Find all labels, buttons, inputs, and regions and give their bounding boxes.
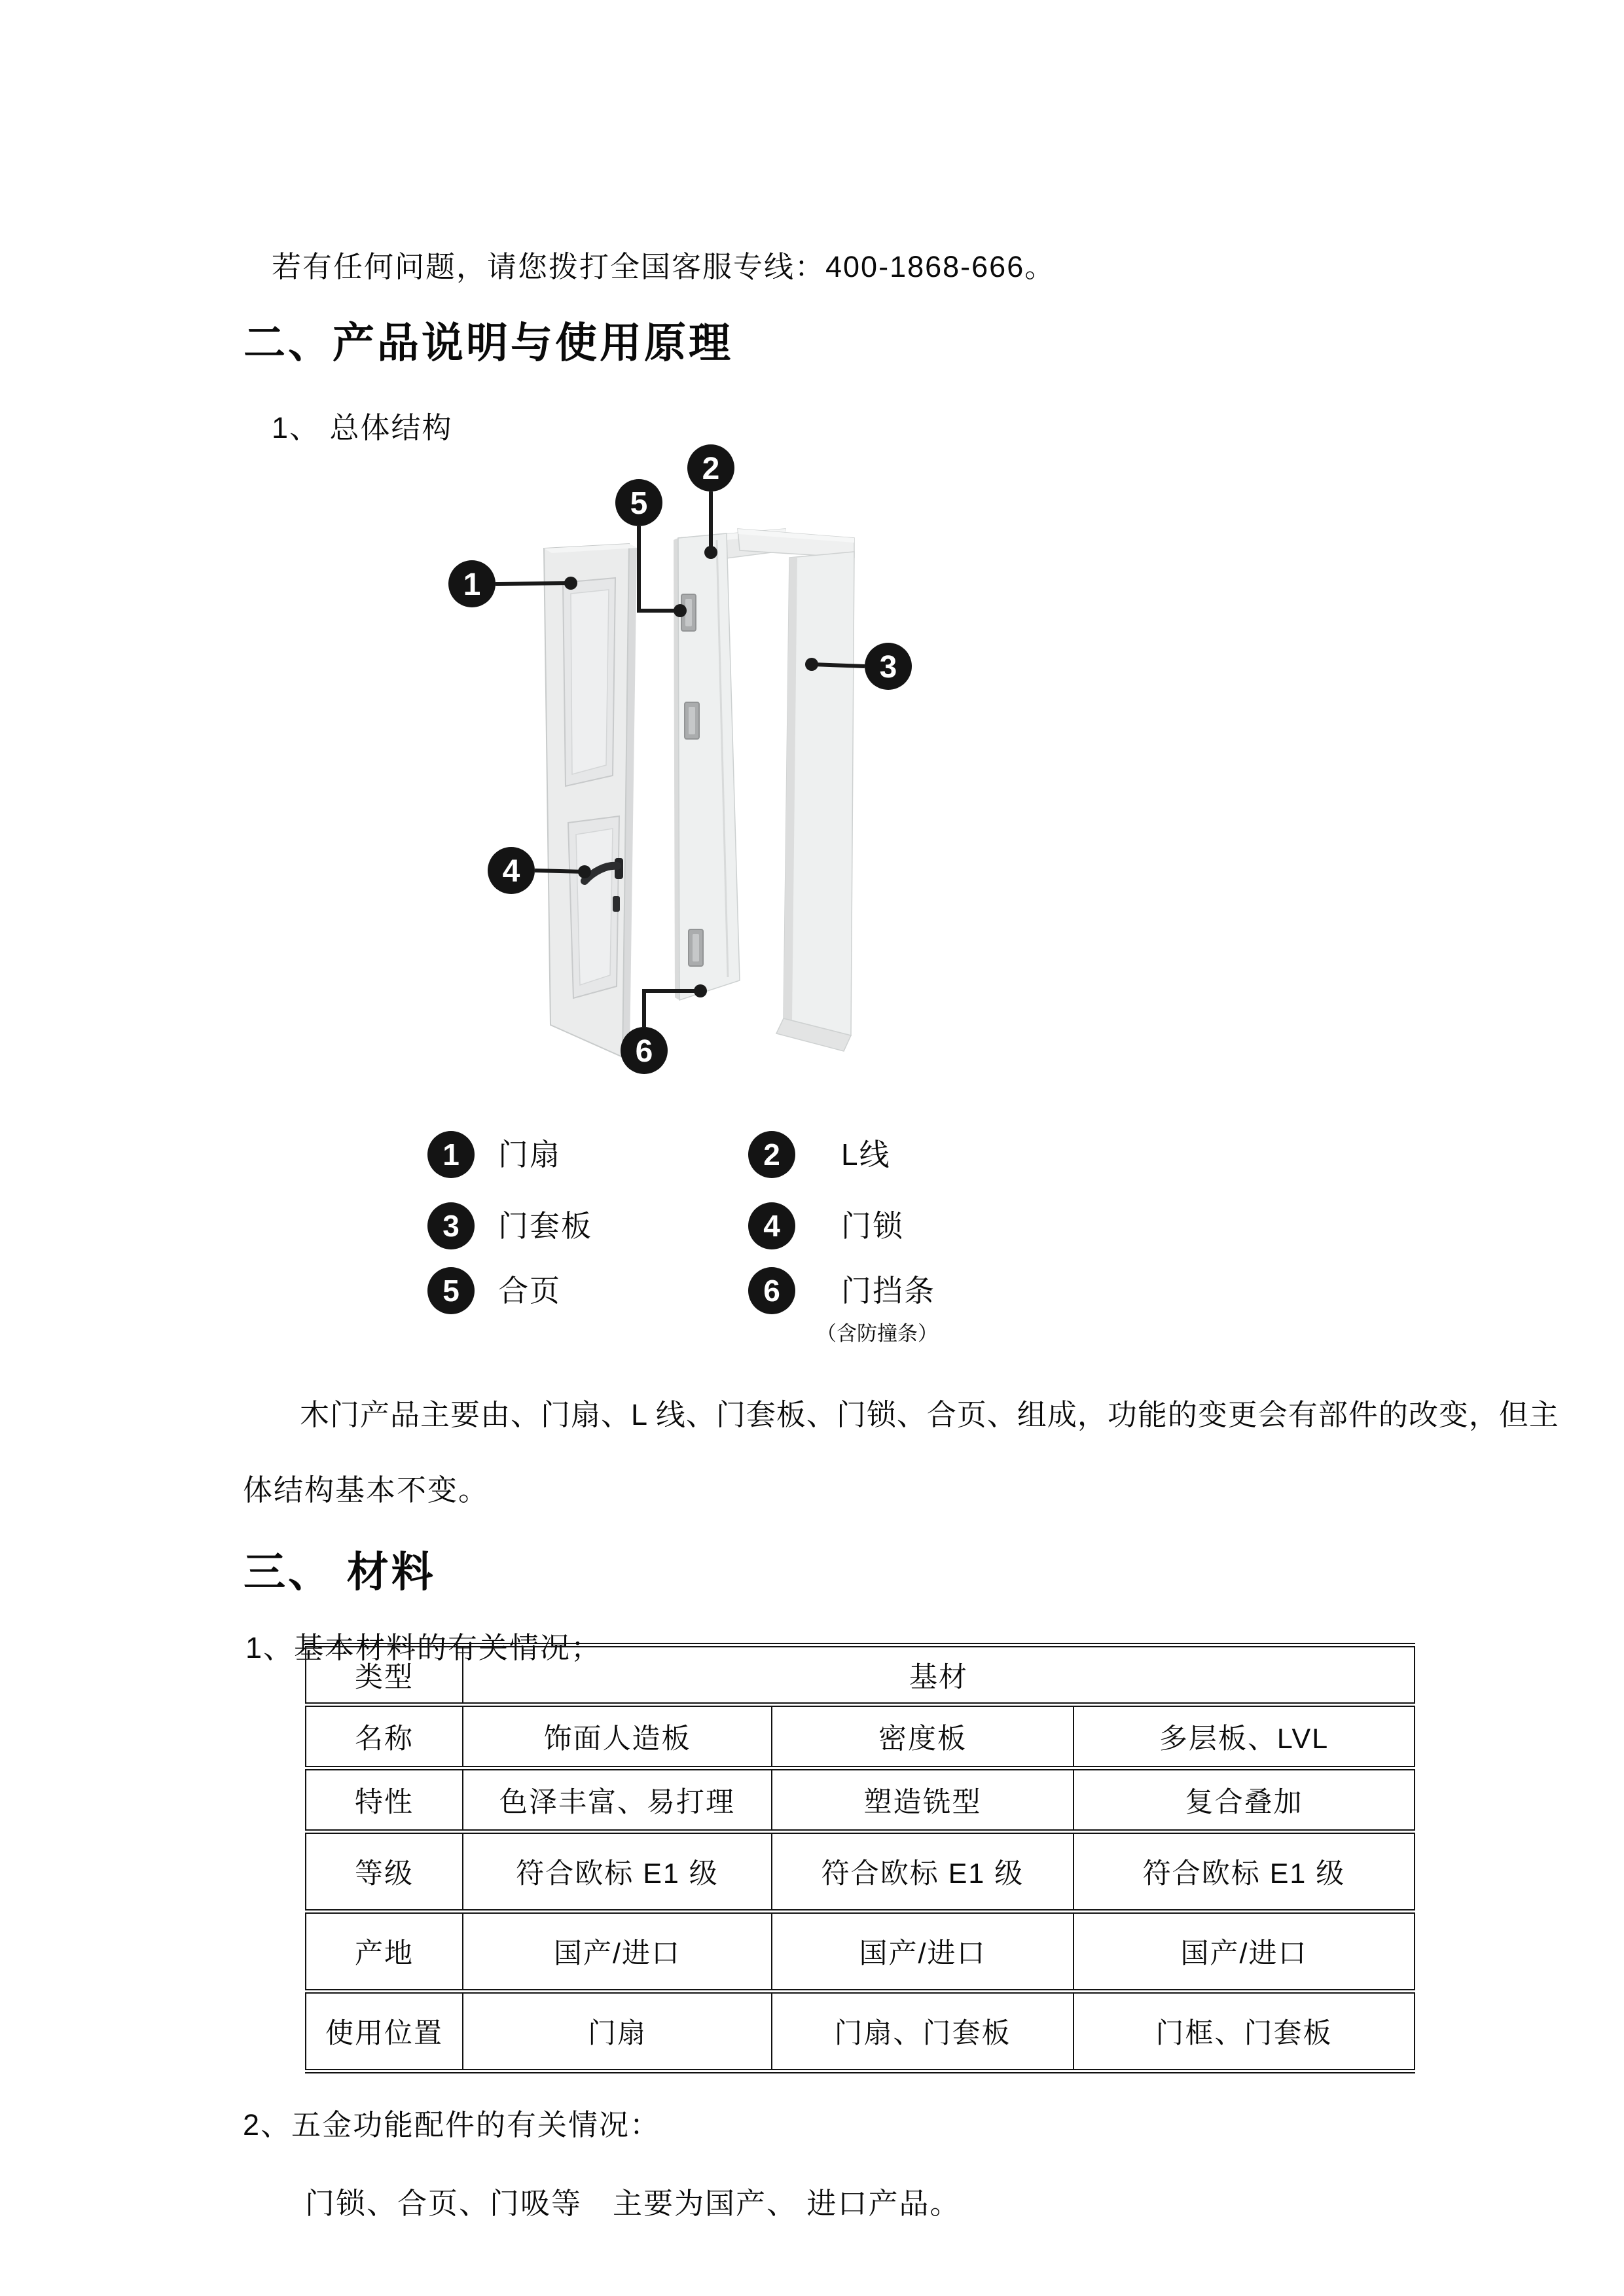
section3-title: 三、 材料: [244, 1548, 436, 1596]
callout-2: [687, 444, 734, 492]
legend-badge-3: 3: [427, 1202, 475, 1249]
table-row-label: 名称: [306, 1705, 463, 1768]
callout-4: [488, 847, 535, 894]
table-row-origin: [306, 1912, 1415, 1992]
table-row-type: [306, 1645, 1415, 1705]
legend-badge-6: 6: [748, 1267, 795, 1314]
materials-table: [305, 1643, 1415, 2073]
callout-3: [865, 643, 912, 690]
table-row-label: 类型: [306, 1645, 463, 1705]
table-cell: 门扇: [463, 1992, 772, 2072]
callout-1: [448, 560, 496, 607]
table-cell: 符合欧标 E1 级: [1074, 1832, 1415, 1912]
legend-badge-5: 5: [427, 1267, 475, 1314]
door-leaf: [544, 544, 637, 1057]
svg-text:6: 6: [635, 1033, 653, 1069]
table-row-label: 产地: [306, 1912, 463, 1992]
legend-label: 合页: [498, 1274, 561, 1308]
legend-item-casing-panel: [427, 1202, 592, 1276]
table-cell: 符合欧标 E1 级: [463, 1832, 772, 1912]
callout-5: [615, 479, 662, 526]
hardware-note-line: 门锁、合页、门吸等 主要为国产、 进口产品。: [305, 2187, 961, 2220]
section3-subheading-2: 2、五金功能配件的有关情况：: [243, 2108, 661, 2142]
callout-6: [621, 1027, 668, 1074]
svg-text:3: 3: [879, 649, 897, 685]
table-row-label: 等级: [306, 1832, 463, 1912]
legend-item-hinge: [427, 1267, 561, 1340]
table-cell: 多层板、LVL: [1074, 1705, 1415, 1768]
section2-subheading: 1、 总体结构: [272, 411, 453, 444]
legend-label: 门套板: [498, 1209, 592, 1243]
table-row-feature: [306, 1768, 1415, 1832]
legend-item-door-leaf: [427, 1131, 561, 1204]
table-cell: 门扇、门套板: [772, 1992, 1074, 2072]
hinge-icon: [685, 702, 699, 739]
table-cell: 符合欧标 E1 级: [772, 1832, 1074, 1912]
legend-item-door-lock: [748, 1202, 904, 1276]
table-row-usage-position: [306, 1992, 1415, 2072]
svg-text:2: 2: [702, 451, 720, 486]
table-header-value: 基材: [463, 1645, 1415, 1705]
service-hotline-line: 若有任何问题，请您拨打全国客服专线：400-1868-666。: [272, 250, 1056, 283]
table-cell: 塑造铣型: [772, 1768, 1074, 1832]
table-cell: 国产/进口: [1074, 1912, 1415, 1992]
table-cell: 密度板: [772, 1705, 1074, 1768]
section3-subheading-1: 1、基本材料的有关情况；: [245, 1631, 602, 1664]
table-row-name: [306, 1705, 1415, 1768]
table-cell: 饰面人造板: [463, 1705, 772, 1768]
section2-title: 二、产品说明与使用原理: [244, 319, 733, 367]
door-diagram-svg: [419, 422, 916, 1083]
legend-label: 门锁: [841, 1209, 904, 1243]
hinge-icon: [689, 929, 703, 966]
legend-badge-4: 4: [748, 1202, 795, 1249]
legend-badge-2: 2: [748, 1131, 795, 1178]
door-structure-diagram: [419, 422, 916, 1083]
legend-item-door-stop: [748, 1267, 938, 1345]
door-casing: [738, 529, 854, 1051]
table-cell: 复合叠加: [1074, 1768, 1415, 1832]
legend-item-l-line: [748, 1131, 891, 1204]
svg-text:4: 4: [502, 853, 520, 889]
legend-label: 门扇: [498, 1138, 561, 1172]
svg-text:1: 1: [463, 567, 481, 602]
door-frame-jamb: [674, 533, 740, 1000]
table-cell: 国产/进口: [463, 1912, 772, 1992]
table-row-grade: [306, 1832, 1415, 1912]
table-cell: 国产/进口: [772, 1912, 1074, 1992]
legend-label: 门挡条: [841, 1274, 935, 1308]
body-paragraph-line1: 木门产品主要由、门扇、L 线、门套板、门锁、合页、组成，功能的变更会有部件的改变，但主: [300, 1398, 1559, 1431]
legend-label: L线: [841, 1138, 891, 1172]
legend-badge-1: 1: [427, 1131, 475, 1178]
body-paragraph-line2: 体结构基本不变。: [243, 1473, 490, 1507]
table-cell: 门框、门套板: [1074, 1992, 1415, 2072]
table-row-label: 特性: [306, 1768, 463, 1832]
svg-text:5: 5: [630, 486, 648, 521]
table-cell: 色泽丰富、易打理: [463, 1768, 772, 1832]
table-row-label: 使用位置: [306, 1992, 463, 2072]
legend-note: （含防撞条）: [816, 1322, 938, 1345]
